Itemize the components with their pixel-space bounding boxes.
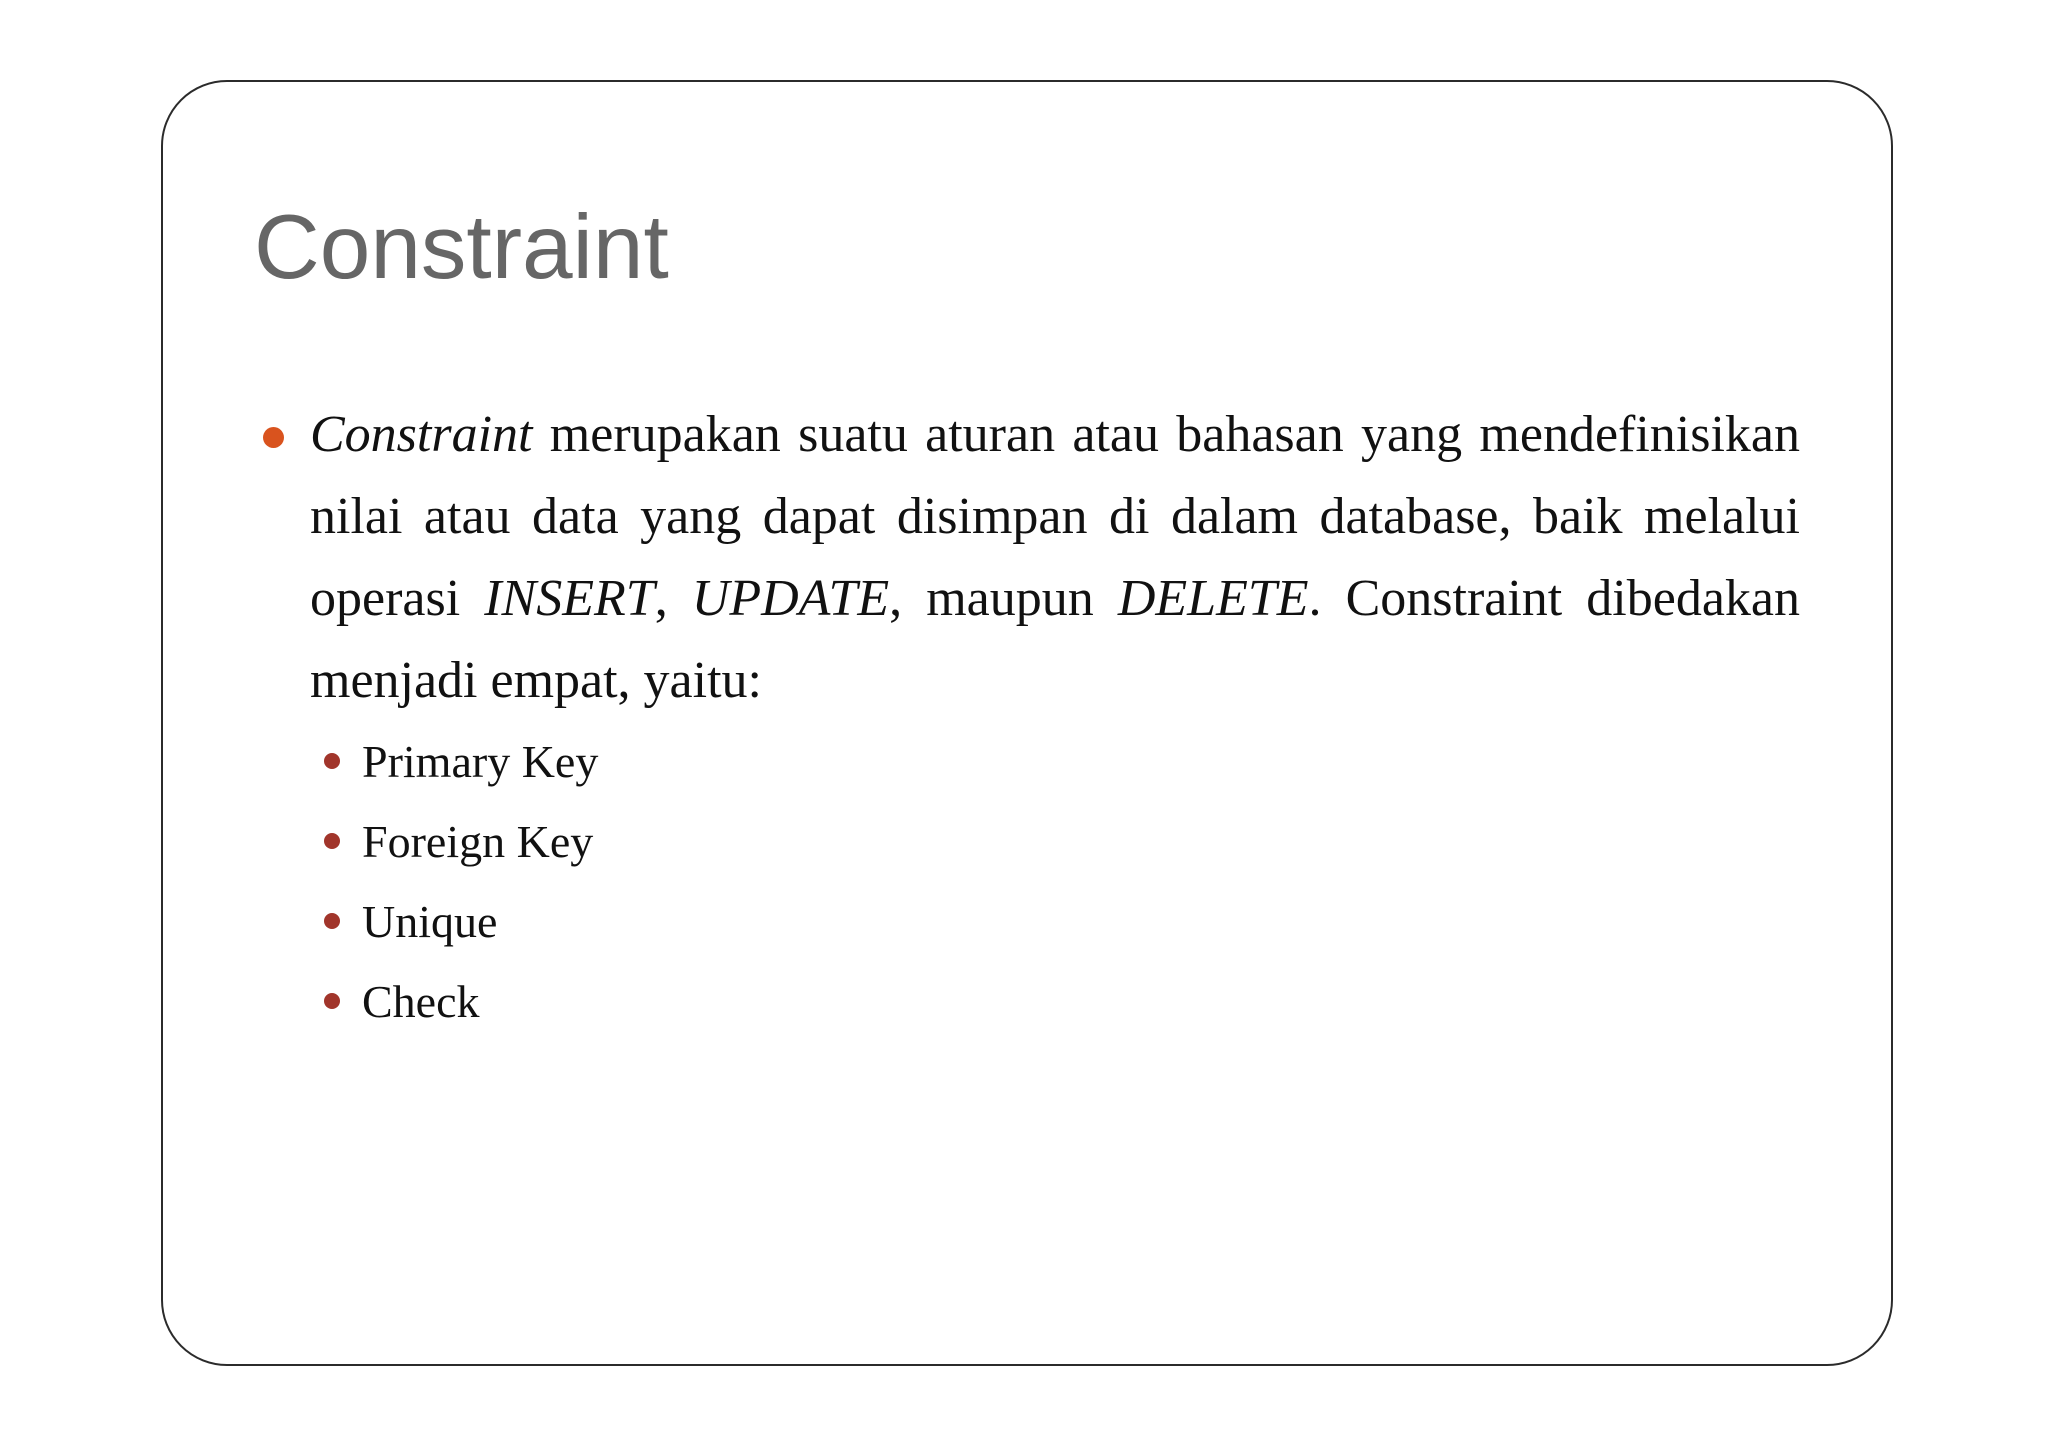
constraint-types-list [254, 722, 1800, 1042]
list-item-unique [254, 882, 1800, 962]
main-text-part-1: merupakan suatu aturan atau bahasan yang mendefinisikan nilai atau data yang dapat disimpan di dalam database, baik melalui operasi [310, 406, 1800, 627]
operation-insert: INSERT [484, 570, 655, 627]
list-item-label: Primary Key [362, 736, 599, 787]
orange-bullet-icon [263, 427, 284, 448]
slide-title: Constraint [254, 197, 669, 298]
red-bullet-icon [324, 993, 340, 1009]
slide-body [254, 394, 1800, 1042]
list-item-check [254, 962, 1800, 1042]
list-item-foreign-key [254, 802, 1800, 882]
list-item-label: Check [362, 976, 480, 1027]
red-bullet-icon [324, 913, 340, 929]
list-item-primary-key [254, 722, 1800, 802]
main-text-part-3: . Constraint dibedakan menjadi empat, yaitu: [310, 570, 1800, 709]
list-item-label: Foreign Key [362, 816, 594, 867]
main-bullet-point [254, 394, 1800, 722]
red-bullet-icon [324, 753, 340, 769]
red-bullet-icon [324, 833, 340, 849]
main-text-part-2: , maupun [889, 570, 1118, 627]
term-constraint: Constraint [310, 406, 533, 463]
operation-delete: DELETE [1117, 570, 1309, 627]
operation-update: UPDATE [691, 570, 890, 627]
list-item-label: Unique [362, 896, 498, 947]
main-text-separator: , [654, 570, 692, 627]
